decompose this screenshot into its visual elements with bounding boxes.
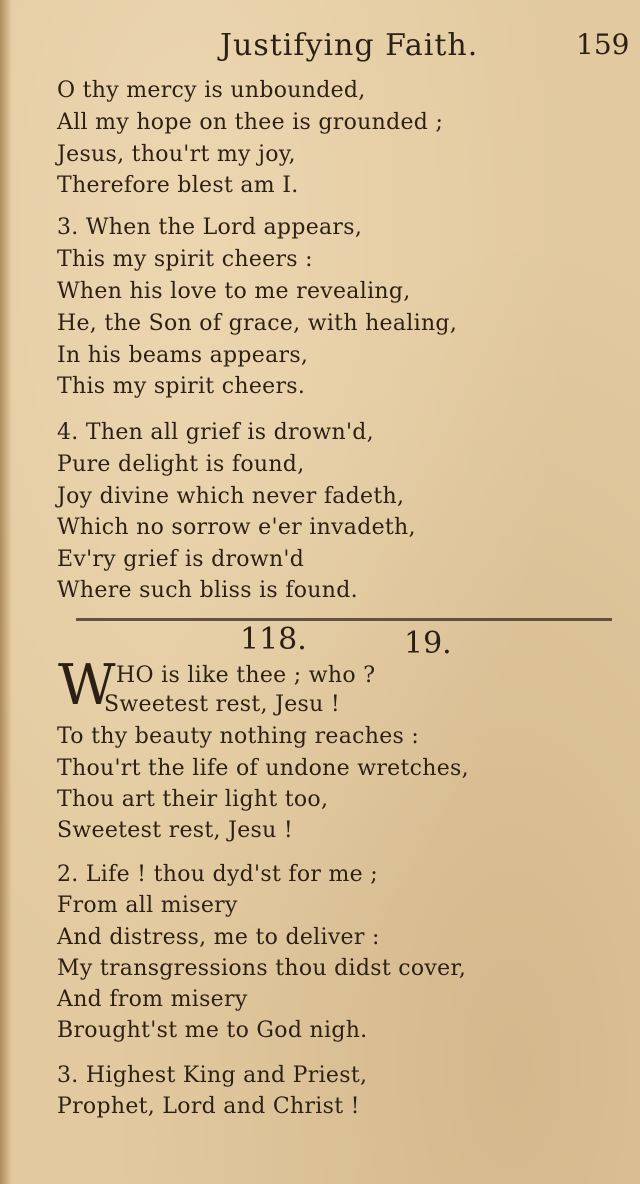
verse-line: Sweetest rest, Jesu ! bbox=[104, 692, 341, 717]
page-gutter-shadow bbox=[0, 0, 12, 1184]
verse-line: Thou art their light too, bbox=[57, 787, 329, 812]
verse-line: When his love to me revealing, bbox=[57, 279, 411, 304]
verse-line: 4. Then all grief is drown'd, bbox=[57, 420, 374, 445]
verse-line: This my spirit cheers. bbox=[57, 374, 306, 399]
verse-line: And from misery bbox=[57, 987, 248, 1012]
verse-line: Pure delight is found, bbox=[57, 452, 305, 477]
hymn-number: 118. bbox=[240, 622, 307, 657]
verse-line: 3. Highest King and Priest, bbox=[57, 1063, 368, 1088]
verse-line: This my spirit cheers : bbox=[57, 247, 313, 272]
verse-line: O thy mercy is unbounded, bbox=[57, 78, 366, 103]
verse-line: From all misery bbox=[57, 893, 238, 918]
verse-line: He, the Son of grace, with healing, bbox=[57, 311, 458, 336]
verse-line: Jesus, thou'rt my joy, bbox=[57, 142, 296, 167]
verse-line: HO is like thee ; who ? bbox=[116, 663, 376, 688]
verse-line: Brought'st me to God nigh. bbox=[57, 1018, 368, 1043]
drop-cap: W bbox=[58, 653, 116, 718]
running-title: Justifying Faith. bbox=[220, 28, 479, 63]
verse-line: Ev'ry grief is drown'd bbox=[57, 547, 305, 572]
verse-line: Which no sorrow e'er invadeth, bbox=[57, 515, 416, 540]
verse-line: Thou'rt the life of undone wretches, bbox=[57, 756, 469, 781]
verse-line: Joy divine which never fadeth, bbox=[57, 484, 405, 509]
verse-line: My transgressions thou didst cover, bbox=[57, 956, 467, 981]
verse-line: Therefore blest am I. bbox=[57, 173, 299, 198]
verse-line: Sweetest rest, Jesu ! bbox=[57, 818, 294, 843]
section-divider bbox=[76, 618, 612, 621]
verse-line: To thy beauty nothing reaches : bbox=[57, 724, 420, 749]
page-number: 159 bbox=[576, 28, 630, 61]
verse-line: Where such bliss is found. bbox=[57, 578, 358, 603]
tune-number: 19. bbox=[404, 626, 452, 661]
verse-line: And distress, me to deliver : bbox=[57, 925, 380, 950]
verse-line: 2. Life ! thou dyd'st for me ; bbox=[57, 862, 378, 887]
verse-line: Prophet, Lord and Christ ! bbox=[57, 1094, 360, 1119]
verse-line: In his beams appears, bbox=[57, 343, 309, 368]
verse-line: All my hope on thee is grounded ; bbox=[57, 110, 444, 135]
verse-line: 3. When the Lord appears, bbox=[57, 215, 363, 240]
